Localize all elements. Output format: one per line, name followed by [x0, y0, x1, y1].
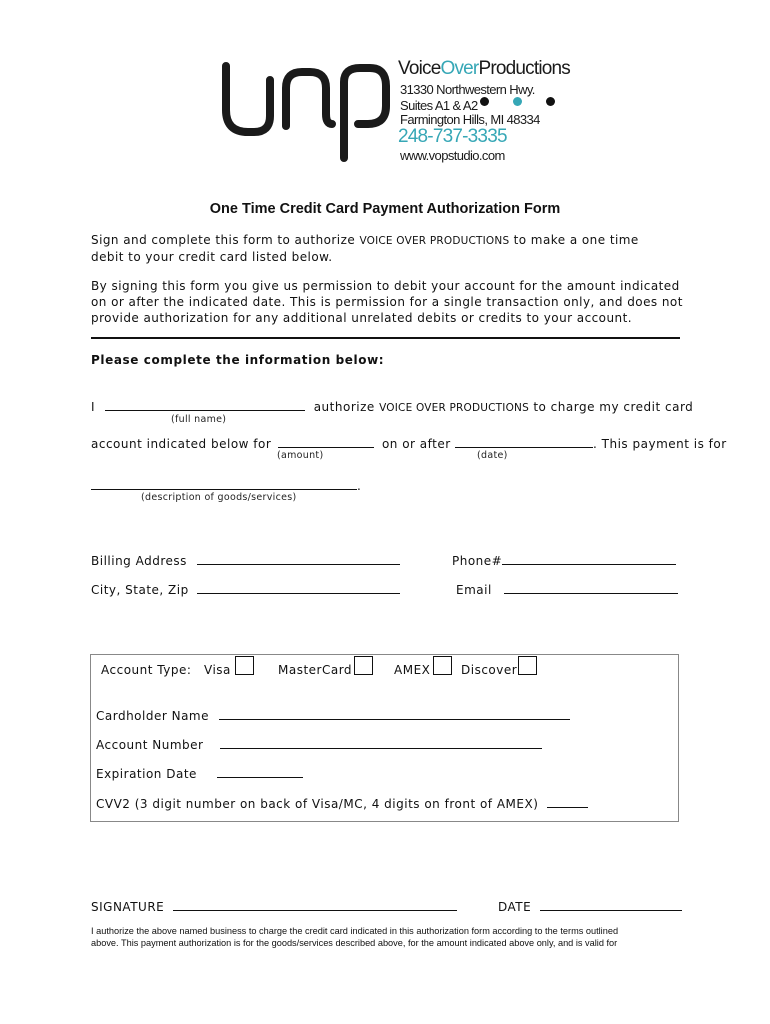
vop-logo-icon: [220, 58, 395, 166]
description-line: .: [91, 477, 361, 493]
date-row: DATE: [498, 898, 682, 914]
visa-label: Visa: [204, 663, 231, 677]
account-line: account indicated below for on or after . This payment is for: [91, 437, 727, 451]
company-website: www.vopstudio.com: [400, 148, 505, 163]
cardholder-row: Cardholder Name: [96, 707, 570, 723]
description-hint: (description of goods/services): [141, 492, 297, 503]
amex-label: AMEX: [394, 663, 431, 677]
section-heading: Please complete the information below:: [91, 353, 385, 367]
phone-row: Phone#: [452, 552, 676, 568]
divider: [91, 337, 680, 339]
phone-field[interactable]: [502, 552, 676, 565]
permission-paragraph: By signing this form you give us permission to debit your account for the amount indicated on or after the indicated date. This is permission for a single transaction only, and does not provide authorization for any additional unrelated debits or credits to your account.: [91, 279, 683, 325]
signature-row: SIGNATURE: [91, 898, 457, 914]
full-name-hint: (full name): [171, 414, 227, 425]
expiration-date-field[interactable]: [217, 765, 303, 778]
description-field[interactable]: [91, 477, 357, 490]
date-field[interactable]: [455, 435, 593, 448]
amount-field[interactable]: [278, 435, 374, 448]
cvv-row: CVV2 (3 digit number on back of Visa/MC, 4 digits on front of AMEX): [96, 795, 588, 811]
disclaimer-text: I authorize the above named business to charge the credit card indicated in this authorization form according to the terms outlined above. This payment authorization is for the goods/services described above, for the amount indicated above only, and is valid for: [91, 926, 619, 948]
city-state-zip-row: City, State, Zip: [91, 581, 400, 597]
account-number-field[interactable]: [220, 736, 542, 749]
signature-field[interactable]: [173, 898, 457, 911]
address-line-2: Suites A1 & A2: [400, 98, 478, 113]
visa-checkbox[interactable]: [235, 656, 254, 675]
dot-icon: [546, 97, 555, 106]
intro-paragraph: Sign and complete this form to authorize VOICE OVER PRODUCTIONS to make a one time debit to your credit card listed below.: [91, 233, 639, 264]
discover-label: Discover: [461, 663, 518, 677]
dot-icon: [513, 97, 522, 106]
signature-date-field[interactable]: [540, 898, 682, 911]
mastercard-checkbox[interactable]: [354, 656, 373, 675]
account-number-row: Account Number: [96, 736, 542, 752]
date-hint: (date): [477, 450, 508, 461]
auth-line: I authorize VOICE OVER PRODUCTIONS to charge my credit card: [91, 400, 694, 414]
brand-name: VoiceOverProductions: [398, 58, 571, 79]
billing-address-row: Billing Address: [91, 552, 400, 568]
page-title: One Time Credit Card Payment Authorization Form: [209, 201, 561, 217]
email-row: Email: [456, 581, 678, 597]
company-phone: 248-737-3335: [398, 126, 507, 147]
address-line-3: Farmington Hills, MI 48334: [400, 112, 540, 127]
email-field[interactable]: [504, 581, 678, 594]
amex-checkbox[interactable]: [433, 656, 452, 675]
cvv-field[interactable]: [547, 795, 588, 808]
amount-hint: (amount): [277, 450, 324, 461]
billing-address-field[interactable]: [197, 552, 400, 565]
dot-icon: [480, 97, 489, 106]
expiration-row: Expiration Date: [96, 765, 303, 781]
account-type-label: Account Type:: [101, 663, 192, 677]
discover-checkbox[interactable]: [518, 656, 537, 675]
address-line-1: 31330 Northwestern Hwy.: [400, 82, 535, 97]
cardholder-name-field[interactable]: [219, 707, 570, 720]
mastercard-label: MasterCard: [278, 663, 353, 677]
full-name-field[interactable]: [105, 398, 305, 411]
city-state-zip-field[interactable]: [197, 581, 400, 594]
